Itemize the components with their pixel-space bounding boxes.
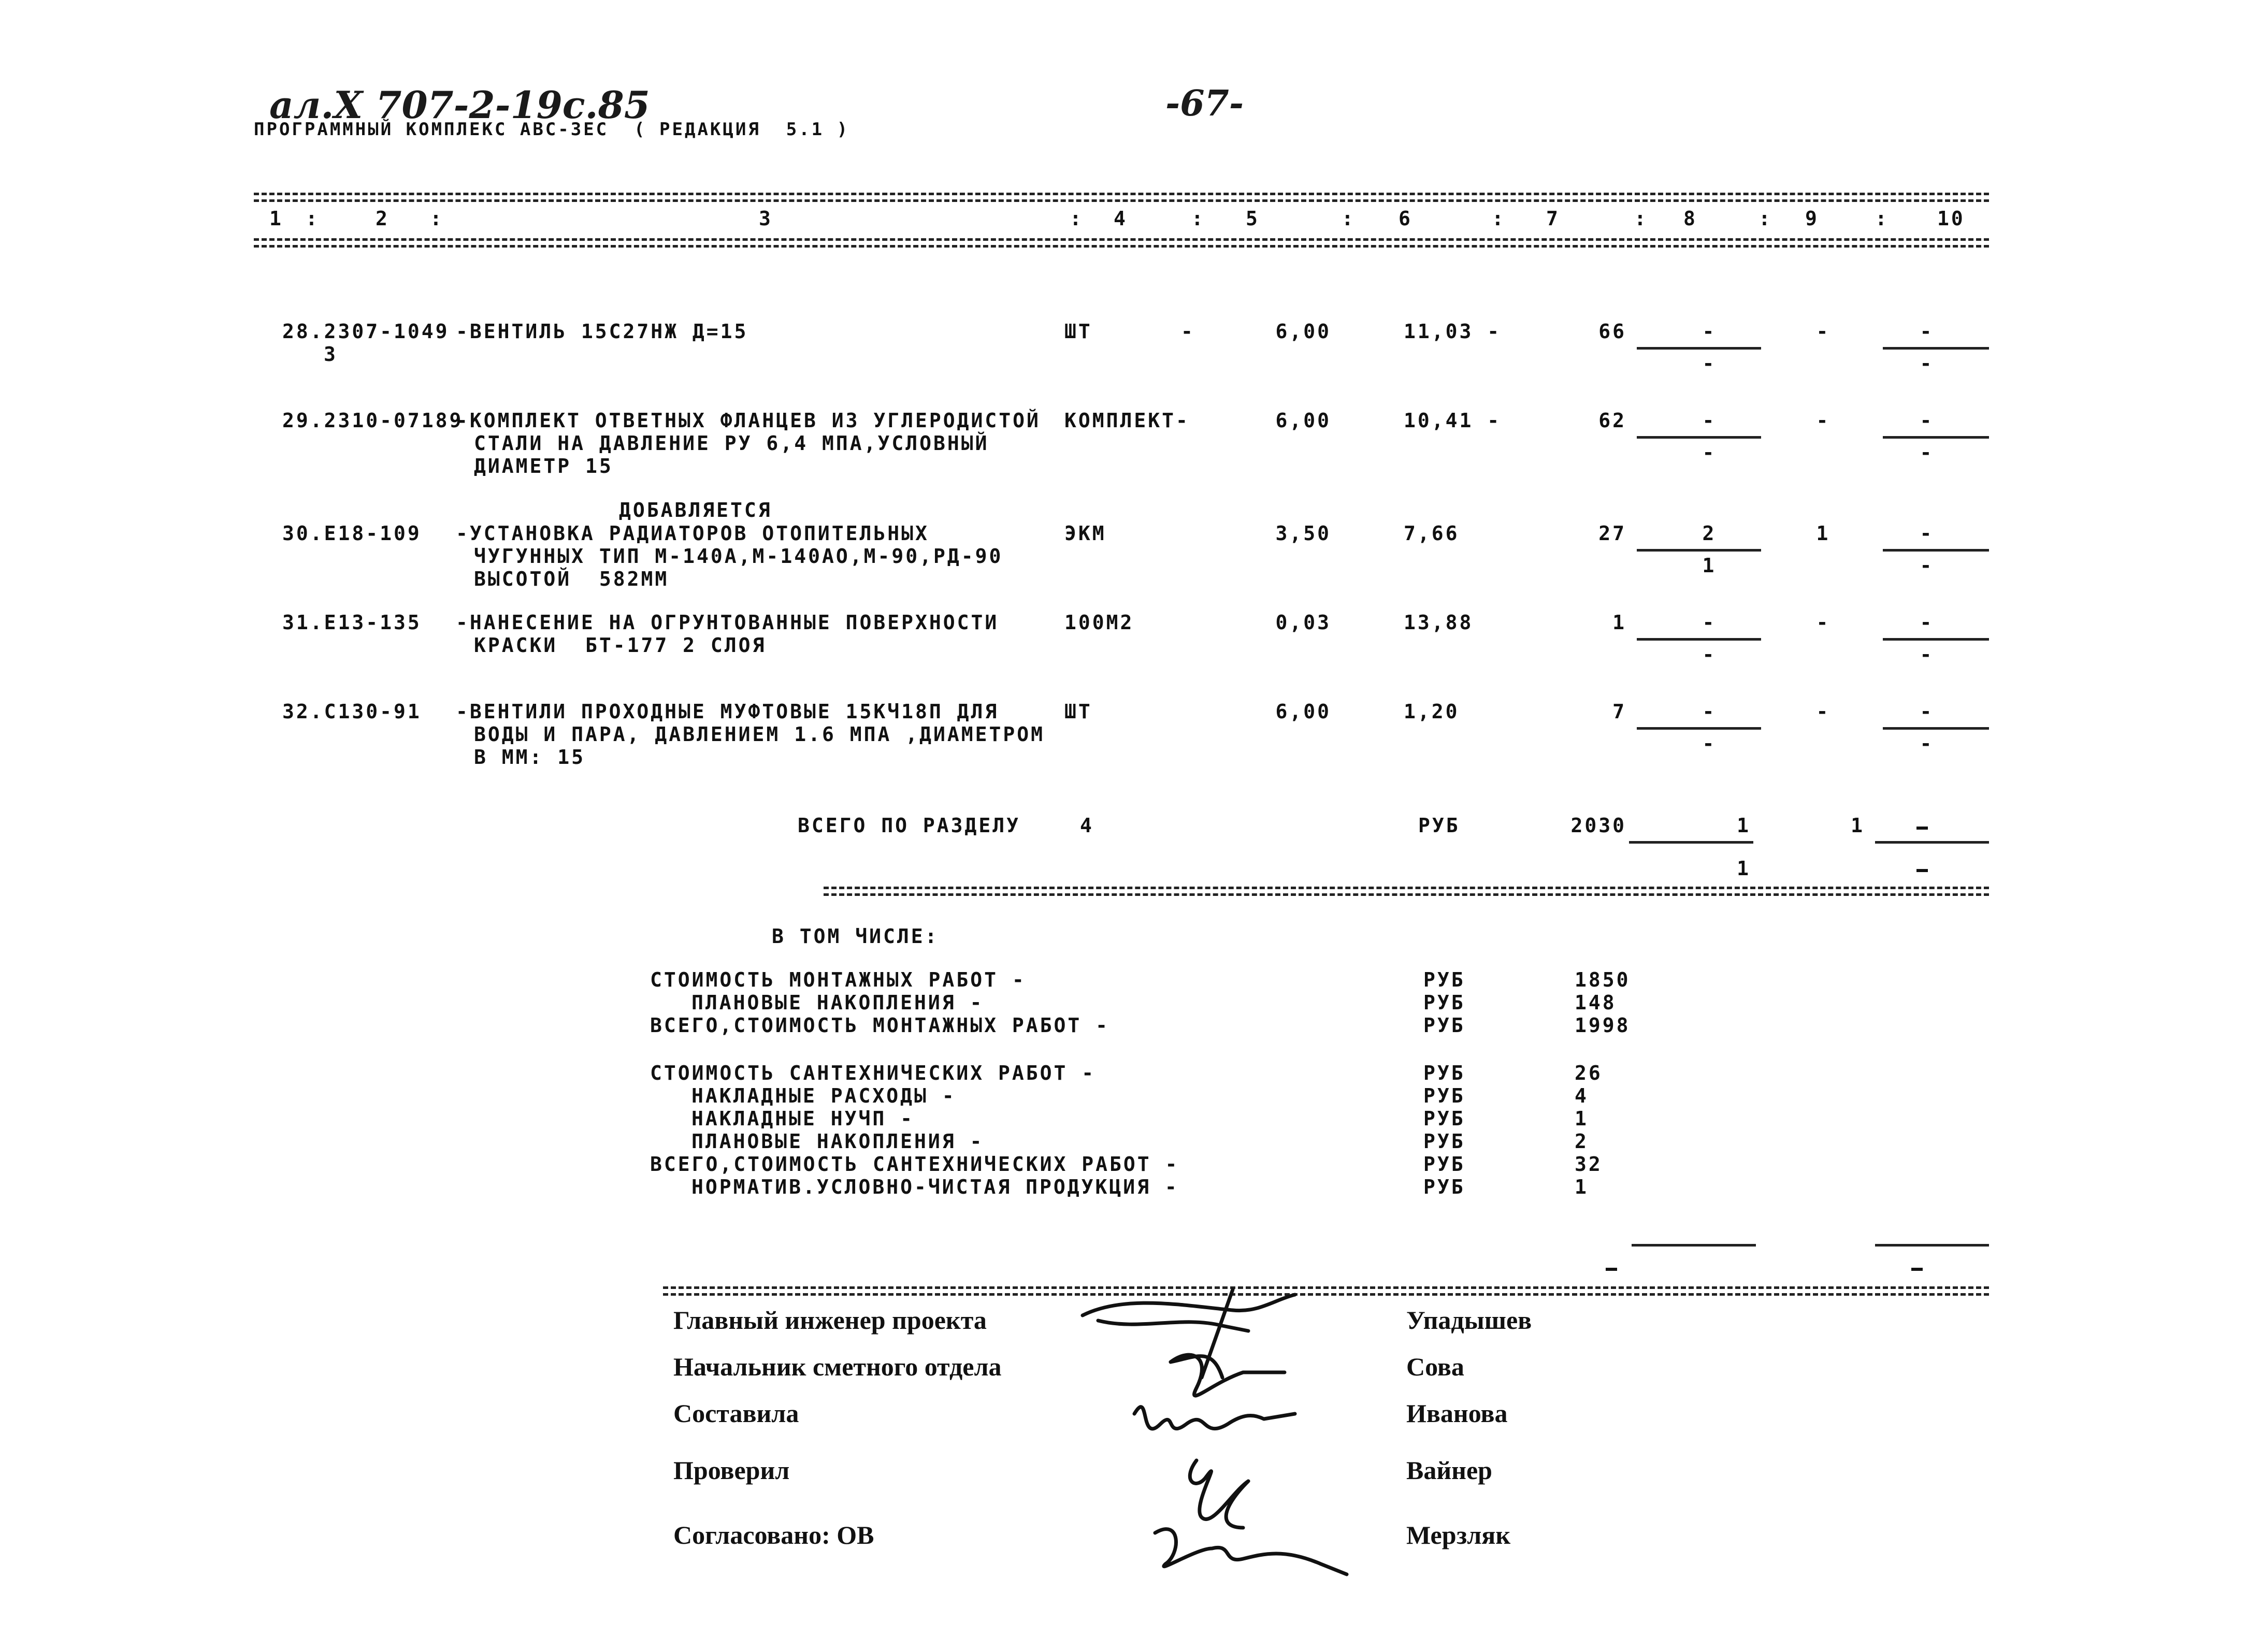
signature-role: Начальник сметного отдела (673, 1352, 1002, 1381)
row-col8b: - (1702, 441, 1717, 464)
column-header-1: 1 (269, 207, 283, 230)
row-col4-dash: - (1181, 320, 1195, 343)
row-description-line: -КОМПЛЕКТ ОТВЕТНЫХ ФЛАНЦЕВ ИЗ УГЛЕРОДИСТОЙ (456, 409, 1041, 432)
summary-unit: РУБ (1423, 1014, 1465, 1037)
header-top-rule (254, 193, 1989, 195)
column-header-5: 5 (1246, 207, 1260, 230)
row-description-line: ВОДЫ И ПАРА, ДАВЛЕНИЕМ 1.6 МПА ,ДИАМЕТРОМ (474, 723, 1045, 746)
summary-label: НОРМАТИВ.УСЛОВНО-ЧИСТАЯ ПРОДУКЦИЯ - (691, 1176, 1179, 1198)
signature-name: Иванова (1406, 1399, 1508, 1428)
row-col10: - (1920, 611, 1934, 634)
summary-label: ВСЕГО,СТОИМОСТЬ САНТЕХНИЧЕСКИХ РАБОТ - (650, 1153, 1179, 1176)
summary-unit: РУБ (1423, 1130, 1465, 1153)
signature-name: Вайнер (1406, 1456, 1492, 1485)
row-quantity: 6,00 (1275, 320, 1331, 343)
summary-value: 32 (1575, 1153, 1603, 1176)
row-quantity: 6,00 (1275, 409, 1331, 432)
row-col10: - (1920, 320, 1934, 343)
section-total-col10-rule (1875, 841, 1989, 844)
summary-label: ПЛАНОВЫЕ НАКОПЛЕНИЯ - (691, 1130, 984, 1153)
summary-value: 1998 (1575, 1014, 1631, 1037)
summary-value: 1 (1575, 1176, 1589, 1198)
row-col9: - (1816, 409, 1830, 432)
section-total-col10-minus (1916, 827, 1928, 830)
row-col9: - (1816, 320, 1830, 343)
summary-label: ВСЕГО,СТОИМОСТЬ МОНТАЖНЫХ РАБОТ - (650, 1014, 1109, 1037)
column-header-6: 6 (1399, 207, 1412, 230)
row-price: 11,03 - (1404, 320, 1502, 343)
column-separator: : (1758, 207, 1772, 230)
column-separator: : (306, 207, 320, 230)
section-total-label: ВСЕГО ПО РАЗДЕЛУ (798, 814, 1021, 837)
row-col8: 2 (1702, 522, 1717, 545)
column-separator: : (1492, 207, 1506, 230)
column-separator: : (1634, 207, 1648, 230)
row-total: 7 (1612, 700, 1626, 723)
row-col10-rule (1883, 638, 1989, 641)
row-col10: - (1920, 700, 1934, 723)
row-price: 10,41 - (1404, 409, 1502, 432)
row-total: 66 (1598, 320, 1626, 343)
row-col10: - (1920, 409, 1934, 432)
row-col9: - (1816, 700, 1830, 723)
summary-value: 4 (1575, 1084, 1589, 1107)
row-note: ДОБАВЛЯЕТСЯ (619, 499, 772, 521)
summary-unit: РУБ (1423, 1176, 1465, 1198)
row-col8b: - (1702, 732, 1717, 755)
signature-role: Проверил (673, 1456, 790, 1485)
signature-3 (1134, 1407, 1295, 1429)
signature-name: Мерзляк (1406, 1520, 1511, 1549)
row-number: 30.Е18-109 (282, 522, 422, 545)
row-sub-number: 3 (324, 343, 338, 366)
row-col10b: - (1920, 643, 1934, 666)
row-col8-rule (1637, 347, 1761, 350)
row-description-line: СТАЛИ НА ДАВЛЕНИЕ РУ 6,4 МПА,УСЛОВНЫЙ (474, 432, 989, 455)
summary-value: 148 (1575, 991, 1617, 1014)
section-total-col9: 1 (1851, 814, 1865, 837)
signature-role: Главный инженер проекта (673, 1306, 987, 1335)
row-price: 13,88 (1404, 611, 1474, 634)
row-description-line: -НАНЕСЕНИЕ НА ОГРУНТОВАННЫЕ ПОВЕРХНОСТИ (456, 611, 999, 634)
row-description-line: ДИАМЕТР 15 (474, 455, 613, 477)
row-unit: ШТ (1064, 700, 1092, 723)
row-col8-rule (1637, 638, 1761, 641)
row-col8b: - (1702, 352, 1717, 375)
summary-unit: РУБ (1423, 1153, 1465, 1176)
header-bottom-rule-2 (254, 245, 1989, 248)
column-header-8: 8 (1683, 207, 1697, 230)
signature-name: Сова (1406, 1352, 1464, 1381)
summary-value: 1 (1575, 1107, 1589, 1130)
row-description-line: В ММ: 15 (474, 746, 586, 769)
row-col9: - (1816, 611, 1830, 634)
signature-scribbles (1077, 1284, 1440, 1595)
row-col10-rule (1883, 436, 1989, 439)
column-header-4: 4 (1114, 207, 1128, 230)
summary-unit: РУБ (1423, 991, 1465, 1014)
column-header-3: 3 (759, 207, 773, 230)
section-total-rule (824, 887, 1989, 889)
header-bottom-rule (254, 238, 1989, 241)
closing-rule-col10 (1875, 1244, 1989, 1247)
row-description-line: -ВЕНТИЛЬ 15С27НЖ Д=15 (456, 320, 748, 343)
row-description-line: КРАСКИ БТ-177 2 СЛОЯ (474, 634, 767, 657)
row-col10b: - (1920, 732, 1934, 755)
signature-5 (1155, 1529, 1347, 1574)
row-unit: КОМПЛЕКТ- (1064, 409, 1190, 432)
closing-rule-col7 (1632, 1244, 1756, 1247)
row-col10b: - (1920, 441, 1934, 464)
section-total-col8: 1 (1737, 814, 1751, 837)
row-quantity: 3,50 (1275, 522, 1331, 545)
row-col8b: 1 (1702, 554, 1717, 577)
section-total-section: 4 (1080, 814, 1094, 837)
row-number: 32.С130-91 (282, 700, 422, 723)
row-unit: ШТ (1064, 320, 1092, 343)
summary-label: СТОИМОСТЬ САНТЕХНИЧЕСКИХ РАБОТ - (650, 1062, 1096, 1084)
closing-minus-col7 (1606, 1268, 1617, 1271)
column-separator: : (1342, 207, 1356, 230)
section-total-col8-rule (1629, 841, 1753, 844)
row-number: 28.2307-1049 (282, 320, 450, 343)
program-line: ПРОГРАММНЫЙ КОМПЛЕКС АВС-3ЕС ( РЕДАКЦИЯ 5.1 ) (254, 119, 850, 140)
summary-label: ПЛАНОВЫЕ НАКОПЛЕНИЯ - (691, 991, 984, 1014)
row-col8-rule (1637, 549, 1761, 552)
row-quantity: 0,03 (1275, 611, 1331, 634)
column-header-9: 9 (1805, 207, 1819, 230)
row-description-line: ЧУГУННЫХ ТИП М-140А,М-140АО,М-90,РД-90 (474, 545, 1003, 568)
section-total-rule-2 (824, 893, 1989, 896)
section-total-col8b: 1 (1737, 857, 1751, 880)
row-unit: 100М2 (1064, 611, 1134, 634)
row-col10-rule (1883, 727, 1989, 730)
row-price: 1,20 (1404, 700, 1460, 723)
summary-label: СТОИМОСТЬ МОНТАЖНЫХ РАБОТ - (650, 968, 1026, 991)
summary-value: 26 (1575, 1062, 1603, 1084)
section-total-col10b-minus (1916, 869, 1928, 872)
row-col8-rule (1637, 436, 1761, 439)
row-col10-rule (1883, 549, 1989, 552)
summary-label: НАКЛАДНЫЕ НУЧП - (691, 1107, 915, 1130)
including-label: В ТОМ ЧИСЛЕ: (772, 925, 939, 948)
row-col9: 1 (1816, 522, 1830, 545)
row-col8b: - (1702, 643, 1717, 666)
signature-role: Согласовано: ОВ (673, 1520, 874, 1549)
row-description-line: -ВЕНТИЛИ ПРОХОДНЫЕ МУФТОВЫЕ 15КЧ18П ДЛЯ (456, 700, 999, 723)
row-col8: - (1702, 409, 1717, 432)
summary-unit: РУБ (1423, 1084, 1465, 1107)
column-header-2: 2 (376, 207, 390, 230)
row-col8: - (1702, 320, 1717, 343)
summary-label: НАКЛАДНЫЕ РАСХОДЫ - (691, 1084, 956, 1107)
row-price: 7,66 (1404, 522, 1460, 545)
signature-role: Составила (673, 1399, 799, 1428)
summary-value: 2 (1575, 1130, 1589, 1153)
column-separator: : (1070, 207, 1084, 230)
row-description-line: -УСТАНОВКА РАДИАТОРОВ ОТОПИТЕЛЬНЫХ (456, 522, 929, 545)
row-description-line: ВЫСОТОЙ 582ММ (474, 568, 669, 590)
column-header-10: 10 (1937, 207, 1965, 230)
page-number: -67- (1165, 83, 1244, 124)
signature-2 (1171, 1355, 1285, 1396)
header-top-rule-2 (254, 199, 1989, 202)
row-col8: - (1702, 700, 1717, 723)
section-total-value: 2030 (1570, 814, 1626, 837)
closing-minus-col10 (1911, 1268, 1923, 1271)
row-number: 31.Е13-135 (282, 611, 422, 634)
column-separator: : (1875, 207, 1889, 230)
signature-1 (1083, 1289, 1295, 1378)
signature-name: Упадышев (1406, 1306, 1532, 1335)
row-total: 27 (1598, 522, 1626, 545)
column-separator: : (430, 207, 444, 230)
summary-unit: РУБ (1423, 1107, 1465, 1130)
signature-4 (1190, 1460, 1248, 1528)
row-col10b: - (1920, 554, 1934, 577)
row-col8: - (1702, 611, 1717, 634)
row-col10: - (1920, 522, 1934, 545)
row-col10b: - (1920, 352, 1934, 375)
row-total: 1 (1612, 611, 1626, 634)
summary-value: 1850 (1575, 968, 1631, 991)
column-header-7: 7 (1546, 207, 1560, 230)
row-number: 29.2310-07189 (282, 409, 464, 432)
row-total: 62 (1598, 409, 1626, 432)
row-col8-rule (1637, 727, 1761, 730)
row-quantity: 6,00 (1275, 700, 1331, 723)
summary-unit: РУБ (1423, 968, 1465, 991)
section-total-unit: РУБ (1418, 814, 1460, 837)
handwritten-reference: ал.X 707-2-19с.85 (269, 83, 650, 127)
row-unit: ЭКМ (1064, 522, 1106, 545)
summary-unit: РУБ (1423, 1062, 1465, 1084)
row-col10-rule (1883, 347, 1989, 350)
column-separator: : (1191, 207, 1205, 230)
